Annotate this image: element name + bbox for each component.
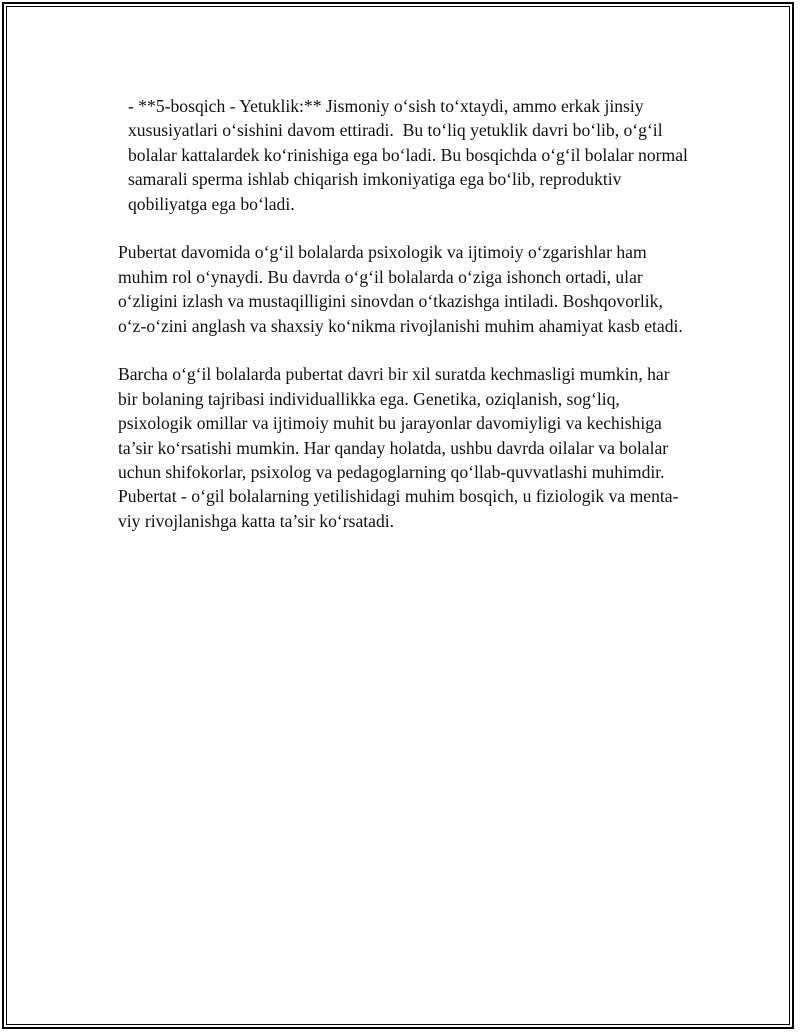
paragraph-individual-differences: Barcha o‘g‘il bolalarda pubertat davri bir xil suratda kechmasligi mumkin, har bir bolaning tajribasi individuallikka ega. Genetika, oziqlanish, sog‘liq, psixologik omillar va ijtimoiy muhit bu jarayonlar davomiyligi va kechishiga ta’sir ko‘rsatishi mumkin. Har qanday holatda, ushbu davrda oilalar va bolalar uchun shifokorlar, psixolog va pedagoglarning qo‘llab-quvvatlashi muhimdir. Pubertat - o‘gil bolalarning yetilishidagi muhim bosqich, u fiziologik va menta-viy rivojlanishga katta ta’sir ko‘rsatadi.	[118, 364, 679, 531]
document-body	[118, 94, 693, 558]
paragraph-psychological-changes: Pubertat davomida o‘g‘il bolalarda psixologik va ijtimoiy o‘zgarishlar ham muhim rol o‘ynaydi. Bu davrda o‘g‘il bolalarda o‘ziga ishonch ortadi, ular o‘zligini izlash va mustaqilligini sinovdan o‘tkazishga intiladi. Boshqovorlik, o‘z-o‘zini anglash va shaxsiy ko‘nikma rivojlanishi muhim ahamiyat kasb etadi.	[118, 242, 683, 336]
paragraph-stage-5: - **5-bosqich - Yetuklik:** Jismoniy o‘sish to‘xtaydi, ammo erkak jinsiy xususiyatlari o‘sishini davom ettiradi. Bu to‘liq yetuklik davri bo‘lib, o‘g‘il bolalar kattalardek ko‘rinishiga ega bo‘ladi. Bu bosqichda o‘g‘il bolalar normal samarali sperma ishlab chiqarish imkoniyatiga ega bo‘lib, reproduktiv qobiliyatga ega bo‘ladi.	[128, 96, 693, 214]
